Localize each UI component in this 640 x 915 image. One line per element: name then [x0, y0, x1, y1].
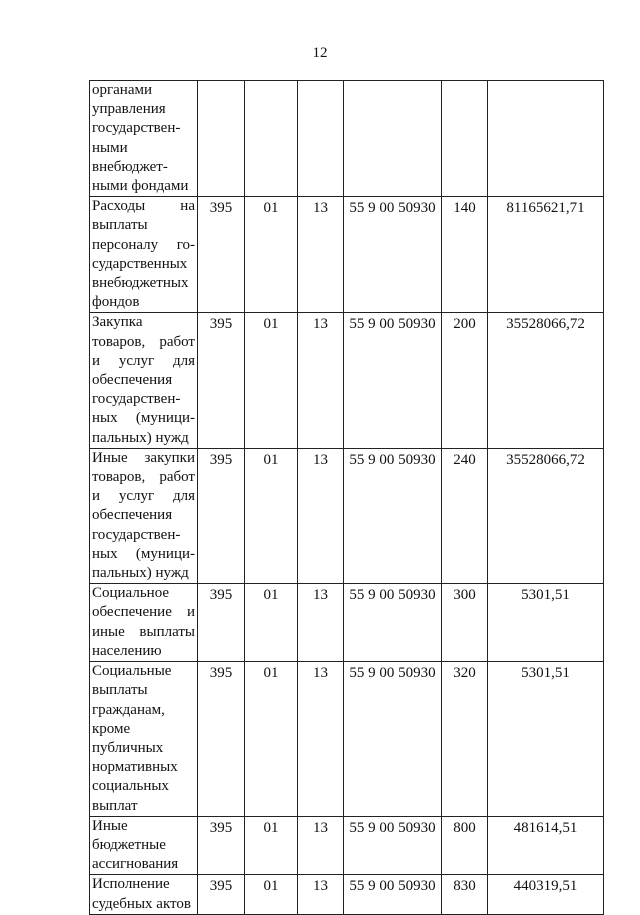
subsection-code-cell: 13: [298, 197, 344, 313]
expense-type-cell: 240: [442, 448, 488, 583]
ministry-code-cell: 395: [198, 584, 245, 662]
target-article-cell: 55 9 00 50930: [344, 448, 442, 583]
section-code-cell: 01: [245, 875, 298, 914]
amount-cell: 5301,51: [488, 584, 604, 662]
target-article-cell: 55 9 00 50930: [344, 662, 442, 817]
expense-type-cell: 300: [442, 584, 488, 662]
ministry-code-cell: 395: [198, 313, 245, 448]
subsection-code-cell: 13: [298, 584, 344, 662]
subsection-code-cell: 13: [298, 875, 344, 914]
budget-table: [89, 80, 604, 915]
table-row: [90, 816, 604, 875]
amount-cell: 35528066,72: [488, 448, 604, 583]
expense-name-cell: Расходы на выплаты персоналу государственных внебюджетных фондов: [90, 197, 198, 313]
section-code-cell: 01: [245, 197, 298, 313]
expense-type-cell: 320: [442, 662, 488, 817]
target-article-cell: 55 9 00 50930: [344, 875, 442, 914]
ministry-code-cell: 395: [198, 197, 245, 313]
ministry-code-cell: 395: [198, 448, 245, 583]
table-row: [90, 313, 604, 448]
expense-name-cell: Иные бюджетные ассигнования: [90, 816, 198, 875]
ministry-code-cell: 395: [198, 662, 245, 817]
target-article-cell: 55 9 00 50930: [344, 584, 442, 662]
page-number: 12: [312, 45, 328, 61]
section-code-cell: 01: [245, 584, 298, 662]
expense-name-cell: органами управления государственными внебюджетными фондами: [90, 81, 198, 197]
target-article-cell: 55 9 00 50930: [344, 816, 442, 875]
section-code-cell: 01: [245, 662, 298, 817]
section-code-cell: 01: [245, 816, 298, 875]
amount-cell: 35528066,72: [488, 313, 604, 448]
table-row: [90, 81, 604, 197]
section-code-cell: [245, 81, 298, 197]
target-article-cell: 55 9 00 50930: [344, 313, 442, 448]
table-row: [90, 584, 604, 662]
table-row: [90, 662, 604, 817]
section-code-cell: 01: [245, 313, 298, 448]
table-row: [90, 197, 604, 313]
amount-cell: 481614,51: [488, 816, 604, 875]
subsection-code-cell: 13: [298, 662, 344, 817]
ministry-code-cell: [198, 81, 245, 197]
ministry-code-cell: 395: [198, 875, 245, 914]
ministry-code-cell: 395: [198, 816, 245, 875]
expense-type-cell: [442, 81, 488, 197]
subsection-code-cell: 13: [298, 313, 344, 448]
expense-name-cell: Социальные выплаты гражданам, кроме публичных нормативных социальных выплат: [90, 662, 198, 817]
amount-cell: 81165621,71: [488, 197, 604, 313]
amount-cell: 5301,51: [488, 662, 604, 817]
amount-cell: [488, 81, 604, 197]
subsection-code-cell: [298, 81, 344, 197]
target-article-cell: [344, 81, 442, 197]
expense-type-cell: 830: [442, 875, 488, 914]
amount-cell: 440319,51: [488, 875, 604, 914]
target-article-cell: 55 9 00 50930: [344, 197, 442, 313]
expense-type-cell: 200: [442, 313, 488, 448]
expense-name-cell: Иные закупки товаров, работ и услуг для обеспечения государственных (муниципальных) нужд: [90, 448, 198, 583]
expense-name-cell: Исполнение судебных актов: [90, 875, 198, 914]
subsection-code-cell: 13: [298, 816, 344, 875]
table-row: [90, 448, 604, 583]
expense-type-cell: 140: [442, 197, 488, 313]
expense-name-cell: Социальное обеспечение и иные выплаты населению: [90, 584, 198, 662]
table-row: [90, 875, 604, 914]
subsection-code-cell: 13: [298, 448, 344, 583]
section-code-cell: 01: [245, 448, 298, 583]
expense-name-cell: Закупка товаров, работ и услуг для обеспечения государственных (муниципальных) нужд: [90, 313, 198, 448]
expense-type-cell: 800: [442, 816, 488, 875]
